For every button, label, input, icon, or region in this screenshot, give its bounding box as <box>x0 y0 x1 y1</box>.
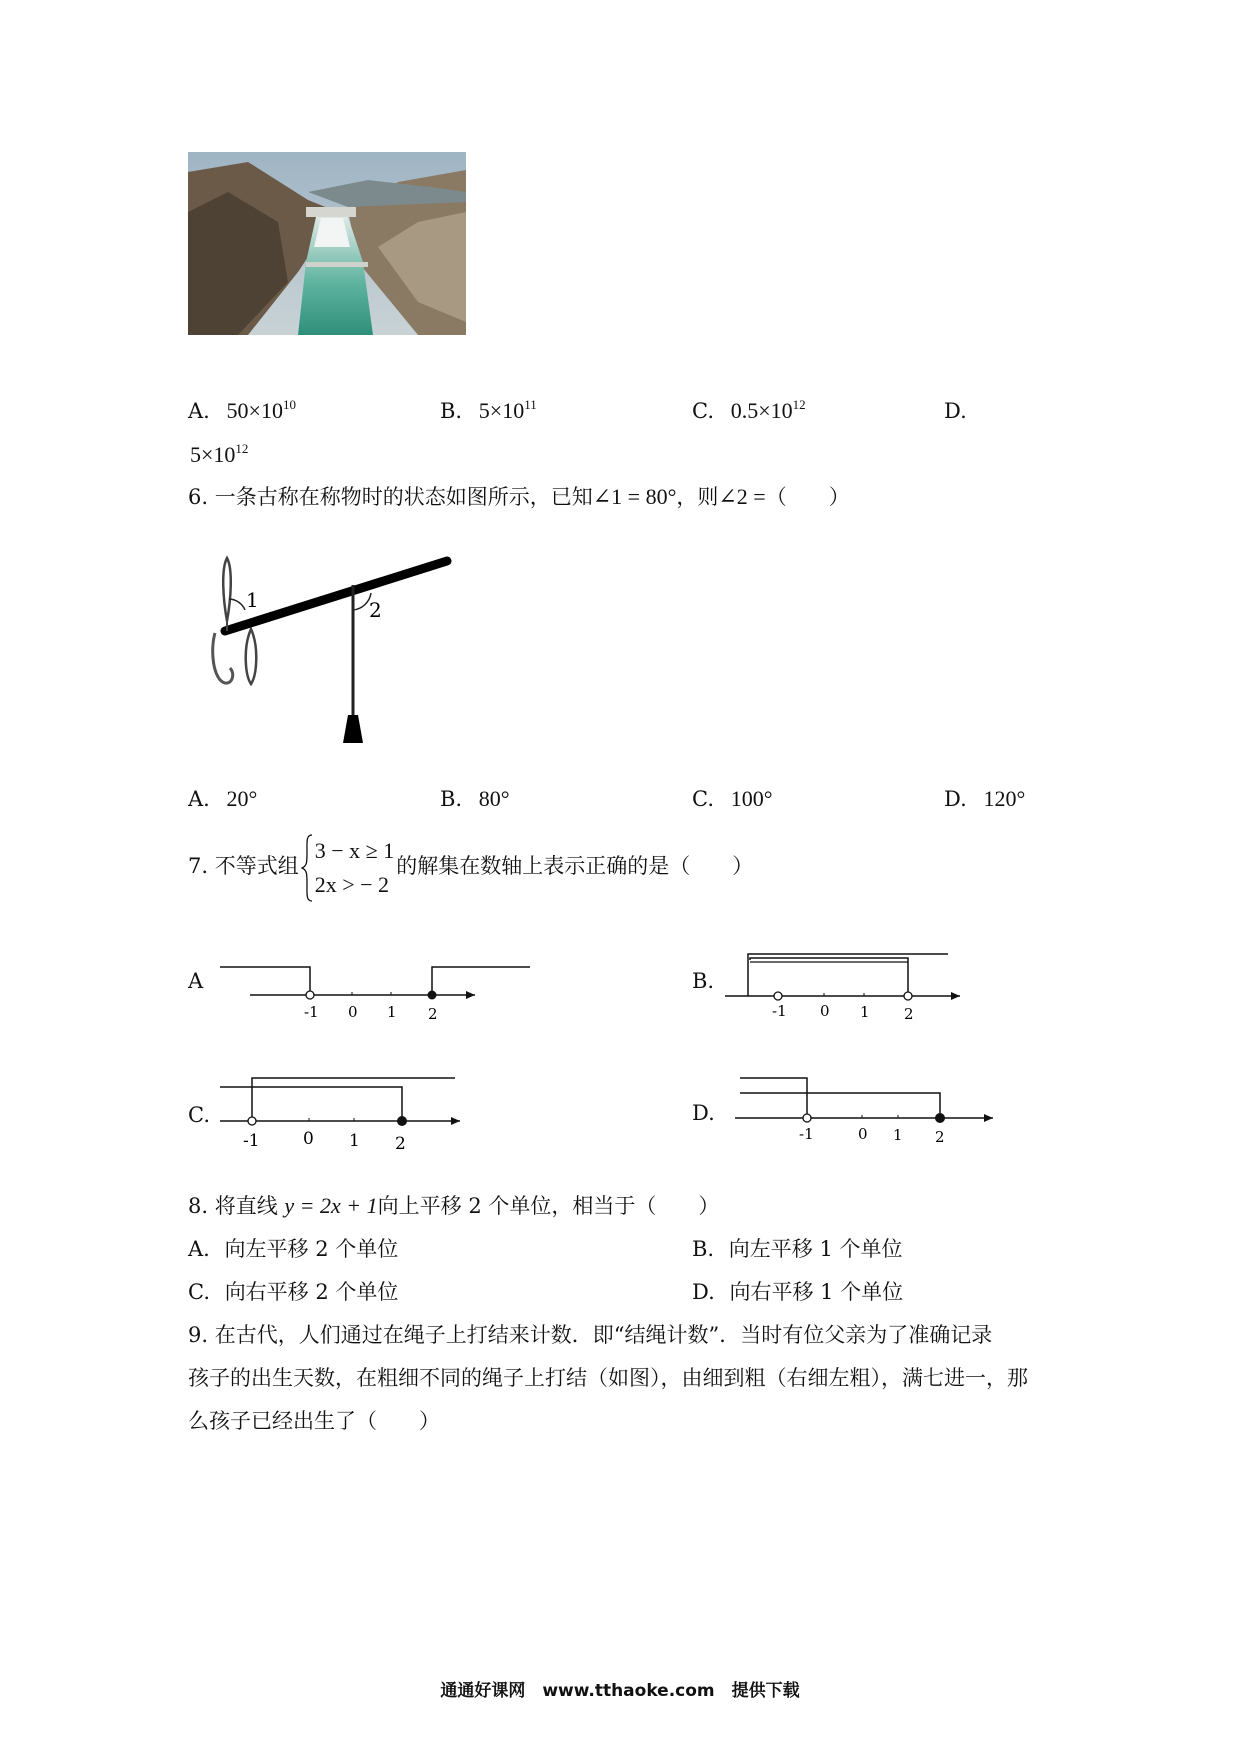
q8-option-b[interactable]: B. 向左平移 1 个单位 <box>692 1237 903 1261</box>
tick-label: 2 <box>428 1005 438 1023</box>
q7-option-d-numberline[interactable] <box>725 1065 1000 1150</box>
option-letter: C. <box>188 1280 210 1304</box>
q7-option-c-label[interactable]: C. <box>188 1103 210 1127</box>
option-letter: D. <box>692 1280 715 1304</box>
tick-label: -1 <box>304 1003 319 1021</box>
tick-label: -1 <box>243 1131 260 1151</box>
angle-1-label: 1 <box>246 588 259 612</box>
q7-option-a-numberline[interactable] <box>210 955 540 1025</box>
tick-label: 0 <box>303 1129 314 1149</box>
question-text: 不等式组 <box>214 854 299 878</box>
angle-2-query: ∠2 = <box>718 484 766 509</box>
page-footer: 通通好课网 www.tthaoke.com 提供下载 <box>440 1681 800 1701</box>
q5-option-b[interactable]: B. $5\times 10^{11}$ <box>440 397 537 423</box>
q9-stem-line1: 9. 在古代，人们通过在绳子上打结来计数．即“结绳计数”．当时有位父亲为了准确记录 <box>188 1323 993 1347</box>
option-letter: C. <box>692 399 714 423</box>
tick-label: 1 <box>860 1003 870 1020</box>
question-number: 7. <box>188 854 209 878</box>
tick-label: 2 <box>935 1128 945 1146</box>
q7-stem: 7. 不等式组 3 − x ≥ 1 2x > − 2 的解集在数轴上表示正确的是（ ） <box>188 828 753 904</box>
tick-label: 2 <box>395 1134 406 1153</box>
q5-option-a[interactable]: A. $50\times 10^{10}$ <box>188 397 296 423</box>
q9-stem-line2: 孩子的出生天数，在粗细不同的绳子上打结（如图），由细到粗（右细左粗），满七进一，那 <box>188 1366 1028 1390</box>
question-text: 将直线 <box>214 1194 278 1218</box>
tick-label: 0 <box>858 1125 868 1143</box>
q5-option-c[interactable]: C. $0.5\times 10^{12}$ <box>692 397 806 423</box>
q8-option-d[interactable]: D. 向右平移 1 个单位 <box>692 1280 904 1304</box>
q7-option-a-label[interactable]: A <box>188 969 204 993</box>
inequality-system <box>301 834 394 902</box>
q5-option-d-label[interactable] <box>944 398 967 424</box>
steelyard-figure <box>205 555 465 750</box>
tick-label: 2 <box>904 1005 914 1020</box>
q6-option-c[interactable]: C. 100° <box>692 786 773 811</box>
option-letter: B. <box>692 1237 715 1261</box>
q7-option-b-numberline[interactable] <box>720 945 970 1020</box>
option-letter: A. <box>188 787 210 811</box>
question-text: 一条古称在称物时的状态如图所示，已知 <box>214 485 593 509</box>
inequality-1: 3 − x ≥ 1 <box>314 837 395 863</box>
question-number: 9. <box>188 1323 209 1347</box>
tick-label: 1 <box>387 1003 397 1021</box>
inequality-2: 2x > − 2 <box>314 871 390 897</box>
angle-1-given: ∠1 = 80° <box>592 484 677 509</box>
option-letter: D. <box>944 399 967 423</box>
tick-label: 1 <box>349 1131 360 1151</box>
q9-stem-line3: 么孩子已经出生了（ ） <box>188 1409 440 1433</box>
q7-option-b-label[interactable]: B. <box>692 969 715 993</box>
option-letter: A. <box>188 399 210 423</box>
option-letter: D. <box>944 787 967 811</box>
option-letter: A. <box>188 1237 210 1261</box>
angle-2-label: 2 <box>369 598 382 622</box>
tick-label: 1 <box>893 1126 903 1144</box>
q6-option-a[interactable]: A. 20° <box>188 786 258 811</box>
option-letter: C. <box>692 787 714 811</box>
q7-option-d-label[interactable]: D. <box>692 1101 715 1125</box>
dam-photo <box>188 152 466 335</box>
line-equation: y = 2x + 1 <box>284 1193 378 1218</box>
q5-option-d-value: $5\times 10^{12}$ <box>190 441 249 467</box>
q8-option-c[interactable]: C. 向右平移 2 个单位 <box>188 1280 399 1304</box>
tick-label: 0 <box>820 1002 830 1020</box>
q6-option-b[interactable]: B. 80° <box>440 786 510 811</box>
tick-label: -1 <box>799 1125 814 1143</box>
question-number: 6. <box>188 485 209 509</box>
tick-label: 0 <box>348 1003 358 1021</box>
q8-option-a[interactable]: A. 向左平移 2 个单位 <box>188 1237 399 1261</box>
brace-icon <box>301 834 313 902</box>
tick-label: -1 <box>772 1002 787 1020</box>
q6-stem: 6. 一条古称在称物时的状态如图所示，已知∠1 = 80°，则∠2 =（ ） <box>188 484 850 509</box>
option-letter: B. <box>440 399 463 423</box>
q6-option-d[interactable]: D. 120° <box>944 786 1026 811</box>
q8-stem: 8. 将直线 y = 2x + 1向上平移 2 个单位，相当于（ ） <box>188 1193 720 1218</box>
option-letter: B. <box>440 787 463 811</box>
q7-option-c-numberline[interactable] <box>215 1068 465 1153</box>
question-number: 8. <box>188 1194 209 1218</box>
